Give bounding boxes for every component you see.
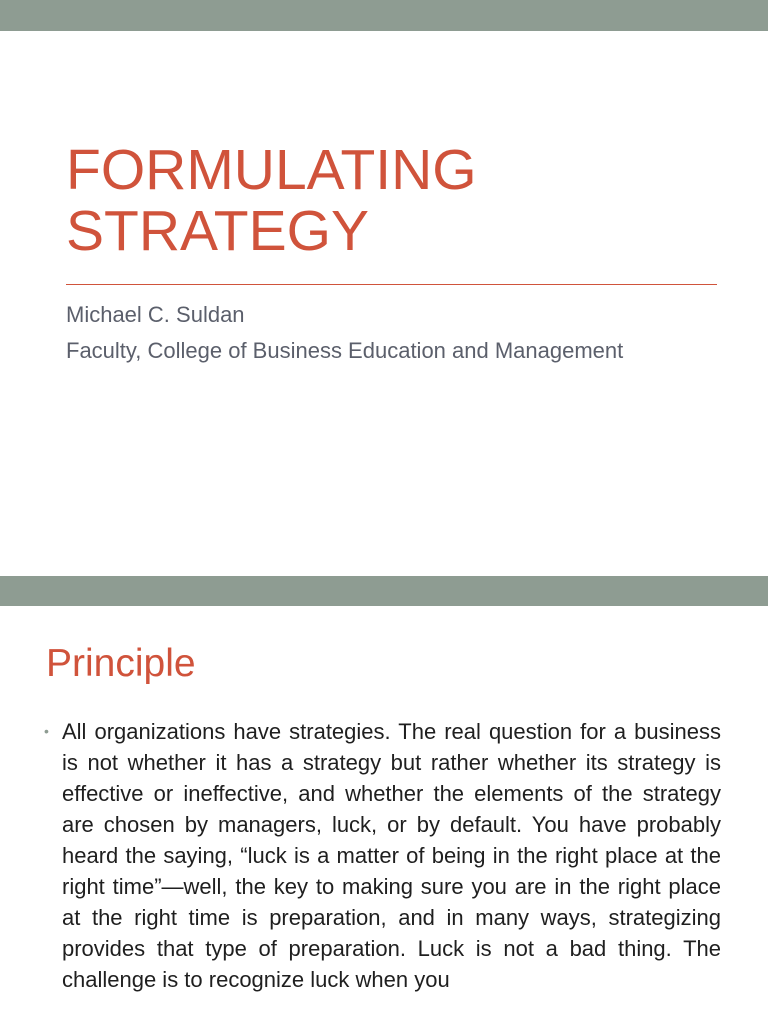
bullet-paragraph: All organizations have strategies. The real question for a business is not whether it has a strategy but rather whether its strategy is effective or ineffective, and whether the elements of the strategy are chosen by managers, luck, or by default. You have probably heard the saying, “luck is a matter of being in the right place at the right time”—well, the key to making sure you are in the right place at the right time is preparation, and in many ways, strategizing provides that type of preparation. Luck is not a bad thing. The challenge is to recognize luck when you xyxy=(62,719,721,992)
top-divider-band xyxy=(0,0,768,31)
title-line-1: FORMULATING xyxy=(66,138,477,202)
section-heading: Principle xyxy=(46,642,196,685)
title-line-2: STRATEGY xyxy=(66,199,369,263)
bullet-marker: • xyxy=(44,723,49,739)
title-underline-rule xyxy=(66,284,717,285)
slide-title xyxy=(66,140,726,262)
slide-divider-band xyxy=(0,576,768,606)
author-affiliation: Faculty, College of Business Education and Management xyxy=(66,338,624,363)
author-name: Michael C. Suldan xyxy=(66,302,245,327)
